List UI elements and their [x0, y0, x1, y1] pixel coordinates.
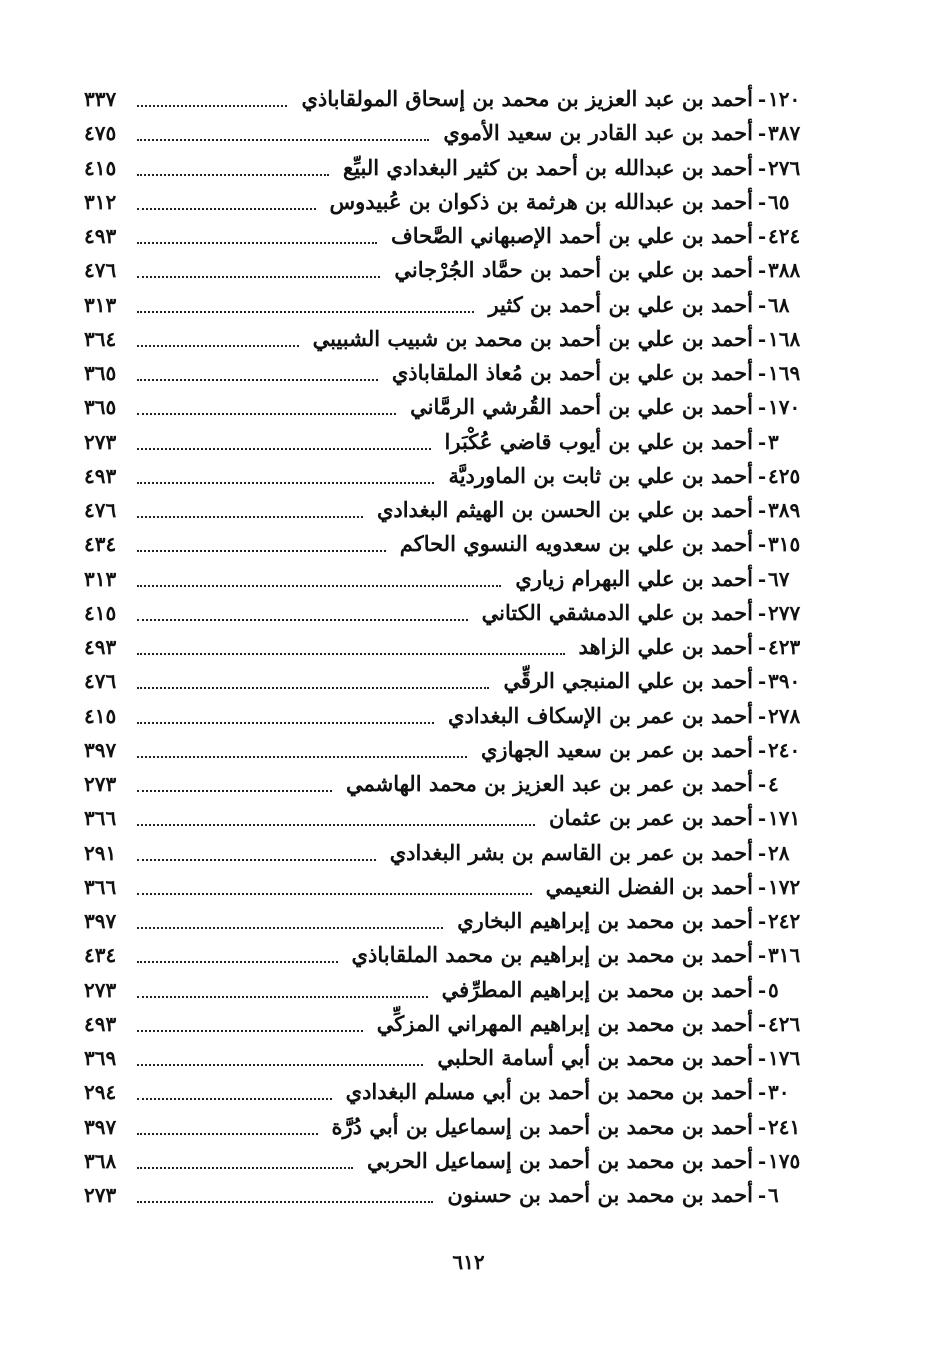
entry-page: ٤٧٥: [84, 121, 117, 146]
dot-leader: [137, 550, 386, 552]
entry-separator: -: [757, 292, 767, 317]
entry-separator: -: [757, 121, 767, 146]
entry-number: ١٧٦: [768, 1046, 801, 1070]
entry-name: أحمد بن محمد بن أحمد بن حسنون: [447, 1182, 753, 1207]
entry-separator: -: [757, 703, 767, 728]
entry-separator: -: [757, 737, 767, 762]
entry-page: ٣١٣: [84, 292, 117, 317]
entry-name: أحمد بن عمر بن عثمان: [549, 805, 753, 831]
entry-number: ٣١٥: [768, 532, 801, 557]
index-entry: [0, 358, 937, 392]
entry-name: أحمد بن علي بن أحمد القُرشي الرمَّاني: [410, 394, 753, 420]
entry-separator: -: [757, 1011, 767, 1036]
entry-number: ٤٢٥: [768, 463, 801, 488]
entry-page: ٢٩٤: [84, 1080, 117, 1105]
entry-number: ١٧٠: [768, 395, 801, 420]
entry-number: ١٢٠: [768, 87, 801, 111]
entry-name: أحمد بن عبد القادر بن سعيد الأموي: [443, 120, 753, 146]
entry-number: ١٧٢: [768, 874, 801, 899]
index-entry: [0, 529, 937, 563]
entry-name: أحمد بن علي بن أحمد الإصبهاني الصَّحاف: [390, 223, 753, 248]
entry-number: ١٦٩: [768, 361, 801, 385]
entry-name: أحمد بن علي البهرام زياري: [515, 565, 753, 591]
dot-leader: [137, 824, 535, 826]
entry-name: أحمد بن عمر بن عبد العزيز بن محمد الهاشمي: [345, 771, 753, 796]
dot-leader: [137, 139, 429, 141]
entry-separator: -: [757, 909, 767, 933]
entry-number: ٢٤١: [768, 1114, 801, 1139]
entry-page: ٤١٥: [84, 600, 117, 625]
entry-page: ٤٩٣: [84, 463, 117, 488]
dot-leader: [137, 790, 332, 792]
entry-number: ٤٢٦: [768, 1011, 801, 1036]
entry-number: ٦٨: [768, 292, 790, 317]
dot-leader: [137, 859, 376, 861]
index-entry: [0, 1077, 937, 1111]
entry-page: ٤٣٤: [84, 532, 117, 557]
dot-leader: [137, 105, 287, 107]
entry-page: ٣٦٥: [84, 361, 117, 385]
entry-number: ٢٧٧: [768, 600, 801, 625]
entry-separator: -: [757, 498, 767, 522]
dot-leader: [137, 1030, 363, 1032]
entry-page: ٣٦٤: [84, 326, 117, 351]
entry-separator: -: [757, 326, 767, 351]
dot-leader: [137, 996, 428, 998]
entry-number: ٤٢٤: [768, 224, 801, 248]
index-entry: [0, 975, 937, 1009]
index-entry: [0, 1112, 937, 1146]
entry-page: ٤١٥: [84, 703, 117, 728]
entry-name: أحمد بن علي بن أحمد بن حمَّاد الجُرْجاني: [394, 257, 753, 283]
entry-separator: -: [757, 669, 767, 694]
entry-separator: -: [757, 840, 767, 865]
entry-number: ٣١٦: [768, 943, 801, 968]
index-entry: [0, 290, 937, 324]
entry-name: أحمد بن علي بن أحمد بن محمد بن شبيب الشبيبي: [312, 325, 753, 351]
entry-name: أحمد بن محمد بن إبراهيم المطرِّفي: [441, 976, 753, 1002]
entry-separator: -: [757, 258, 767, 283]
entry-separator: -: [757, 977, 767, 1002]
entry-page: ٤٩٣: [84, 1011, 117, 1036]
entry-name: أحمد بن علي بن سعدويه النسوي الحاكم: [399, 531, 753, 557]
entry-page: ٢٧٣: [84, 429, 117, 454]
entry-number: ٦: [768, 1183, 779, 1207]
entry-name: أحمد بن محمد بن أبي أسامة الحلبي: [437, 1045, 753, 1070]
dot-leader: [137, 1098, 332, 1100]
entry-separator: -: [757, 361, 767, 385]
entry-number: ٣٨٧: [768, 121, 801, 146]
entry-name: أحمد بن عبد العزيز بن محمد بن إسحاق المولقاباذي: [301, 86, 753, 111]
entry-separator: -: [757, 224, 767, 248]
entry-number: ٣٨٩: [768, 498, 801, 522]
entry-page: ٣٩٧: [84, 1114, 117, 1139]
entry-separator: -: [757, 772, 767, 796]
index-entry: [0, 153, 937, 187]
dot-leader: [137, 242, 377, 244]
entry-separator: -: [757, 806, 767, 831]
dot-leader: [137, 1064, 423, 1066]
entry-number: ٢٤٢: [768, 909, 801, 933]
dot-leader: [137, 516, 363, 518]
dot-leader: [137, 893, 532, 895]
entry-separator: -: [757, 532, 767, 557]
entry-separator: -: [757, 1183, 767, 1207]
entry-page: ٣٦٩: [84, 1046, 117, 1070]
entry-number: ١٧١: [768, 806, 801, 831]
index-entry: [0, 838, 937, 872]
entry-name: أحمد بن علي الدمشقي الكتاني: [481, 599, 753, 625]
index-entry: [0, 392, 937, 426]
entry-separator: -: [757, 566, 767, 591]
entry-separator: -: [757, 635, 767, 659]
entry-number: ٥: [768, 977, 779, 1002]
entry-page: ٤٣٤: [84, 943, 117, 968]
index-entry: [0, 940, 937, 974]
dot-leader: [137, 413, 396, 415]
entry-page: ٢٧٣: [84, 772, 117, 796]
entry-separator: -: [757, 1046, 767, 1070]
dot-leader: [137, 448, 431, 450]
entry-separator: -: [757, 189, 767, 214]
index-entry: [0, 666, 937, 700]
entry-page: ٣٦٥: [84, 395, 117, 420]
entry-page: ٣٩٧: [84, 737, 117, 762]
entry-name: أحمد بن محمد بن إبراهيم البخاري: [457, 908, 753, 933]
entry-separator: -: [757, 155, 767, 180]
entry-page: ٢٩١: [84, 840, 117, 865]
dot-leader: [137, 927, 443, 929]
entry-separator: -: [757, 395, 767, 420]
index-entry: [0, 1180, 937, 1214]
entry-name: أحمد بن محمد بن إبراهيم بن محمد الملقاباذي: [351, 942, 753, 968]
dot-leader: [137, 345, 299, 347]
index-entry: [0, 735, 937, 769]
entry-page: ٤٩٣: [84, 635, 117, 659]
entry-name: أحمد بن علي بن ثابت بن الماورديَّة: [448, 462, 753, 488]
index-entry: [0, 1146, 937, 1180]
entry-separator: -: [757, 429, 767, 454]
entry-number: ٣٨٨: [768, 258, 801, 283]
entry-page: ٤٧٦: [84, 669, 117, 694]
entry-page: ٤٧٦: [84, 498, 117, 522]
index-entry: [0, 1043, 937, 1077]
entry-number: ١٦٨: [768, 326, 801, 351]
entry-name: أحمد بن الفضل النعيمي: [545, 873, 753, 899]
page-number: ٦١٢: [452, 1250, 485, 1274]
entry-page: ٣٦٦: [84, 874, 117, 899]
dot-leader: [137, 174, 329, 176]
index-entry: [0, 1009, 937, 1043]
index-entry: [0, 221, 937, 255]
entry-page: ٤٩٣: [84, 224, 117, 248]
index-entry: [0, 461, 937, 495]
entry-name: أحمد بن محمد بن أحمد بن إسماعيل الحربي: [366, 1147, 753, 1173]
entry-number: ٢٨: [768, 840, 790, 865]
index-entry: [0, 632, 937, 666]
dot-leader: [137, 379, 378, 381]
index-entry: [0, 324, 937, 358]
index-entry: [0, 187, 937, 221]
dot-leader: [137, 687, 489, 689]
entry-page: ٣٦٦: [84, 806, 117, 831]
entry-number: ٤٢٣: [768, 635, 801, 659]
entry-name: أحمد بن علي بن أحمد بن مُعاذ الملقاباذي: [391, 360, 753, 385]
entry-name: أحمد بن علي بن أيوب قاضي عُكْبَرا: [444, 428, 753, 454]
entry-number: ٢٤٠: [768, 737, 801, 762]
entry-separator: -: [757, 87, 767, 111]
entry-separator: -: [757, 1114, 767, 1139]
index-entry: [0, 906, 937, 940]
entry-name: أحمد بن محمد بن أحمد بن أبي مسلم البغدادي: [345, 1079, 753, 1105]
index-entry: [0, 255, 937, 289]
entry-name: أحمد بن علي الزاهد: [578, 634, 753, 659]
entry-number: ١٧٥: [768, 1148, 801, 1173]
dot-leader: [137, 653, 565, 655]
index-entry: [0, 803, 937, 837]
entry-number: ٦٥: [768, 189, 790, 214]
dot-leader: [137, 482, 434, 484]
dot-leader: [137, 961, 338, 963]
entry-page: ٢٧٣: [84, 1183, 117, 1207]
entry-name: أحمد بن عمر بن الإسكاف البغدادي: [448, 702, 753, 728]
entry-number: ٦٧: [768, 566, 790, 591]
entry-number: ٣٠: [768, 1080, 790, 1105]
entry-number: ٢٧٨: [768, 703, 801, 728]
index-entry: [0, 427, 937, 461]
entry-page: ٣٩٧: [84, 909, 117, 933]
entry-page: ٤٧٦: [84, 258, 117, 283]
entry-page: ٤١٥: [84, 155, 117, 180]
dot-leader: [137, 722, 434, 724]
entry-name: أحمد بن عبدالله بن أحمد بن كثير البغدادي البيِّع: [343, 154, 753, 180]
entry-name: أحمد بن محمد بن أحمد بن إسماعيل بن أبي دُرَّة: [331, 1113, 753, 1139]
dot-leader: [137, 311, 474, 313]
index-entry: [0, 598, 937, 632]
entry-page: ٣٣٧: [84, 87, 117, 111]
entry-separator: -: [757, 874, 767, 899]
entry-number: ٤: [768, 772, 779, 796]
index-entry: [0, 84, 937, 118]
entry-name: أحمد بن عبدالله بن هرثمة بن ذكوان بن عُبيدوس: [329, 188, 753, 214]
entry-separator: -: [757, 1148, 767, 1173]
entry-name: أحمد بن علي بن أحمد بن كثير: [488, 291, 753, 317]
entry-page: ٣١٣: [84, 566, 117, 591]
index-entry: [0, 701, 937, 735]
entry-page: ٣١٢: [84, 189, 117, 214]
dot-leader: [137, 276, 380, 278]
dot-leader: [137, 208, 316, 210]
entry-number: ٢٧٦: [768, 155, 801, 180]
entry-name: أحمد بن عمر بن سعيد الجهازي: [481, 736, 753, 762]
index-entry: [0, 769, 937, 803]
index-entry: [0, 564, 937, 598]
dot-leader: [137, 1167, 353, 1169]
entry-page: ٣٦٨: [84, 1148, 117, 1173]
dot-leader: [137, 756, 467, 758]
entry-separator: -: [757, 943, 767, 968]
index-entry: [0, 495, 937, 529]
entry-page: ٢٧٣: [84, 977, 117, 1002]
dot-leader: [137, 1201, 433, 1203]
dot-leader: [137, 619, 468, 621]
entry-number: ٣٩٠: [768, 669, 801, 694]
index-entry: [0, 118, 937, 152]
entry-separator: -: [757, 463, 767, 488]
index-list: [0, 84, 937, 1214]
entry-separator: -: [757, 600, 767, 625]
entry-name: أحمد بن علي بن الحسن بن الهيثم البغدادي: [376, 497, 753, 522]
entry-separator: -: [757, 1080, 767, 1105]
dot-leader: [137, 1133, 318, 1135]
dot-leader: [137, 585, 501, 587]
entry-name: أحمد بن علي المنبجي الرقِّي: [503, 668, 753, 694]
entry-name: أحمد بن عمر بن القاسم بن بشر البغدادي: [389, 839, 753, 865]
entry-number: ٣: [768, 429, 779, 454]
index-entry: [0, 872, 937, 906]
entry-name: أحمد بن محمد بن إبراهيم المهراني المزكِّي: [376, 1010, 753, 1036]
